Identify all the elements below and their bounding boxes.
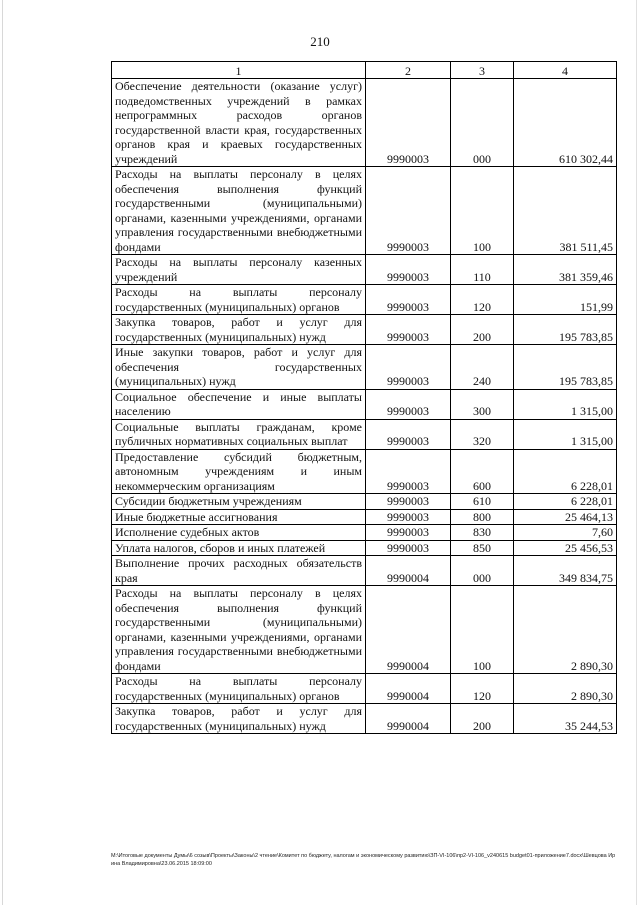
expense-type-cell: 120 [451,285,514,315]
amount-cell: 151,99 [514,285,617,315]
amount-cell: 195 783,85 [514,315,617,345]
table-row [112,345,617,390]
target-code-cell: 9990004 [366,674,451,704]
expense-type-cell: 110 [451,255,514,285]
target-code-cell: 9990003 [366,315,451,345]
table-row [112,704,617,734]
column-header-4: 4 [514,62,617,79]
amount-cell: 25 464,13 [514,509,617,525]
expense-name-cell: Расходы на выплаты персоналу в целях обеспечения выполнения функций государственными (муниципальными) органами, казенными учреждениями, органами управления государственными внебюджетными фондами [112,167,366,255]
target-code-cell: 9990003 [366,255,451,285]
expense-type-cell: 100 [451,586,514,674]
table-row [112,586,617,674]
table-row [112,79,617,167]
page-number: 210 [310,34,330,49]
table-row [112,255,617,285]
target-code-cell: 9990003 [366,419,451,449]
expense-type-cell: 320 [451,419,514,449]
amount-cell: 1 315,00 [514,389,617,419]
expense-name-cell: Уплата налогов, сборов и иных платежей [112,540,366,556]
table-row [112,509,617,525]
target-code-cell: 9990003 [366,525,451,541]
table-row [112,449,617,494]
table-row [112,419,617,449]
expense-name-cell: Предоставление субсидий бюджетным, автономным учреждениям и иным некоммерческим организациям [112,449,366,494]
expense-type-cell: 000 [451,79,514,167]
expense-name-cell: Расходы на выплаты персоналу государственных (муниципальных) органов [112,674,366,704]
table-body [112,79,617,734]
expense-type-cell: 600 [451,449,514,494]
table-row [112,494,617,510]
table-row [112,389,617,419]
expense-name-cell: Субсидии бюджетным учреждениям [112,494,366,510]
amount-cell: 2 890,30 [514,586,617,674]
table-row [112,167,617,255]
expense-name-cell: Социальное обеспечение и иные выплаты населению [112,389,366,419]
amount-cell: 25 456,53 [514,540,617,556]
expense-name-cell: Закупка товаров, работ и услуг для государственных (муниципальных) нужд [112,704,366,734]
column-header-2: 2 [366,62,451,79]
column-header-1: 1 [112,62,366,79]
amount-cell: 6 228,01 [514,494,617,510]
expense-name-cell: Закупка товаров, работ и услуг для государственных (муниципальных) нужд [112,315,366,345]
table-row [112,556,617,586]
target-code-cell: 9990004 [366,704,451,734]
expense-type-cell: 200 [451,704,514,734]
scan-edge-left [2,0,3,905]
expense-type-cell: 240 [451,345,514,390]
amount-cell: 1 315,00 [514,419,617,449]
table-row [112,540,617,556]
expense-name-cell: Обеспечение деятельности (оказание услуг) подведомственных учреждений в рамках непрограммных расходов органов государственной власти края, государственных органов края и краевых государственных учреждений [112,79,366,167]
expense-name-cell: Иные бюджетные ассигнования [112,509,366,525]
expense-type-cell: 120 [451,674,514,704]
target-code-cell: 9990004 [366,586,451,674]
table-row [112,315,617,345]
table-row [112,674,617,704]
expense-type-cell: 100 [451,167,514,255]
target-code-cell: 9990003 [366,345,451,390]
amount-cell: 6 228,01 [514,449,617,494]
amount-cell: 195 783,85 [514,345,617,390]
expense-name-cell: Иные закупки товаров, работ и услуг для обеспечения государственных (муниципальных) нужд [112,345,366,390]
amount-cell: 381 511,45 [514,167,617,255]
amount-cell: 2 890,30 [514,674,617,704]
scan-edge-right [636,0,637,905]
expense-name-cell: Расходы на выплаты персоналу государственных (муниципальных) органов [112,285,366,315]
table-row [112,525,617,541]
expense-type-cell: 610 [451,494,514,510]
expense-name-cell: Расходы на выплаты персоналу казенных учреждений [112,255,366,285]
target-code-cell: 9990003 [366,79,451,167]
target-code-cell: 9990004 [366,556,451,586]
footer-file-path: M:\Итоговые документы Думы\6 созыв\Проекты\Законы\2 чтение\Комитет по бюджету, налогам и экономическому развитию\ЗП-VI-106\пр2-VI-106_v240615 budget01-приложение7.docx\Шевцова Ирина Владимировна\23.06.2015 18:09:00 [111,853,616,867]
expense-type-cell: 830 [451,525,514,541]
expense-type-cell: 850 [451,540,514,556]
expense-type-cell: 200 [451,315,514,345]
expense-name-cell: Социальные выплаты гражданам, кроме публичных нормативных социальных выплат [112,419,366,449]
target-code-cell: 9990003 [366,449,451,494]
amount-cell: 349 834,75 [514,556,617,586]
amount-cell: 610 302,44 [514,79,617,167]
expense-type-cell: 300 [451,389,514,419]
target-code-cell: 9990003 [366,167,451,255]
target-code-cell: 9990003 [366,389,451,419]
target-code-cell: 9990003 [366,540,451,556]
budget-table [111,61,617,734]
expense-type-cell: 000 [451,556,514,586]
amount-cell: 7,60 [514,525,617,541]
expense-name-cell: Выполнение прочих расходных обязательств края [112,556,366,586]
table-row [112,285,617,315]
column-header-3: 3 [451,62,514,79]
table-header-row [112,62,617,79]
target-code-cell: 9990003 [366,509,451,525]
target-code-cell: 9990003 [366,494,451,510]
amount-cell: 381 359,46 [514,255,617,285]
expense-name-cell: Расходы на выплаты персоналу в целях обеспечения выполнения функций государственными (муниципальными) органами, казенными учреждениями, органами управления государственными внебюджетными фондами [112,586,366,674]
amount-cell: 35 244,53 [514,704,617,734]
target-code-cell: 9990003 [366,285,451,315]
expense-name-cell: Исполнение судебных актов [112,525,366,541]
expense-type-cell: 800 [451,509,514,525]
